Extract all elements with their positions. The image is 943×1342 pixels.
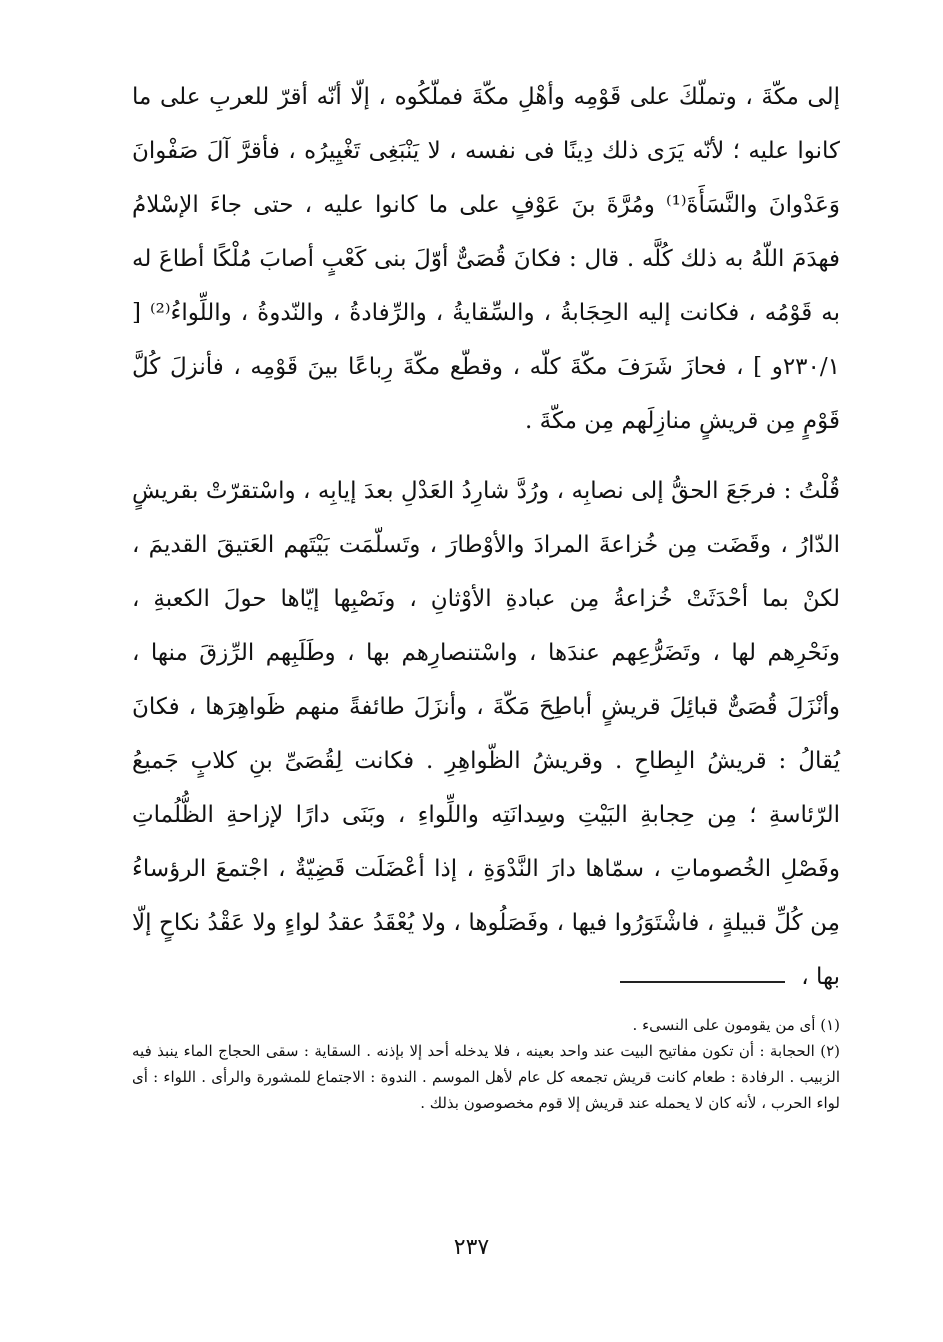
paragraph-2: قُلْتُ : فرجَعَ الحقُّ إلى نصابِه ، ورُدَّ شارِدُ العَدْلِ بعدَ إيابِه ، واسْتقرّتْ بقريشٍ الدّارُ ، وقَضَت مِن خُزاعةَ المرادَ والأوْطارَ ، وتَسلّمَت بَيْتَهم العَتيقَ القديمَ ، لكنْ بما أحْدَثَتْ خُزاعةُ مِن عبادةِ الأوْثانِ ، ونَصْبِها إيّاها حولَ الكعبةِ ، ونَحْرِهم لها ، وتَضَرُّعِهم عندَها ، واسْتنصارِهم بها ، وطَلَبِهم الرِّزقَ منها ، وأنْزَلَ قُصَىٌّ قبائِلَ قريشٍ أباطِحَ مَكّةَ ، وأنزَلَ طائفةً منهم ظَواهِرَها ، فكانَ يُقالُ : قريشُ البِطاحِ . وقريشُ الظّواهِرِ . فكانت لِقُصَىِّ بنِ كلابٍ جَميعُ الرّئاسةِ ؛ مِن حِجابةِ البَيْتِ وسِدانَتِه واللِّواءِ ، وبَنَى دارًا لإزاحةِ الظُّلُماتِ وفَصْلِ الخُصوماتِ ، سمّاها دارَ النَّدْوَةِ ، إذا أعْضَلَت قَضِيّةٌ ، اجْتمعَ الرؤساءُ مِن كُلِّ قبيلةٍ ، فاشْتَوَرُوا فيها ، وفَصَلُوها ، ولا يُعْقَدُ عقدُ لواءٍ ولا عَقْدُ نكاحٍ إلّا بها ، xyxy=(132,478,840,990)
footnotes xyxy=(132,1012,840,1116)
footnote-2: (٢) الحجابة : أن تكون مفاتيح البيت عند واحد بعينه ، فلا يدخله أحد إلا بإذنه . السقاية : سقى الحجاج الماء ينبذ فيه الزبيب . الرفادة : طعام كانت قريش تجمعه كل عام لأهل الموسم . الندوة : الاجتماع للمشورة والرأى . اللواء : أى لواء الحرب ، لأنه كان لا يحمله عند قريش إلا قوم مخصوصون بذلك . xyxy=(132,1042,840,1112)
footnote-1: (١) أى من يقومون على النسىء . xyxy=(632,1016,840,1034)
footnote-separator xyxy=(620,981,785,983)
page-number: ٢٣٧ xyxy=(453,1235,490,1260)
main-text xyxy=(132,70,840,1004)
paragraph-1: إلى مكّةَ ، وتملّكَ على قَوْمِه وأهْلِ مكّةَ فملّكُوه ، إلّا أنّه أقرّ للعربِ على ما كانوا عليه ؛ لأنّه يَرَى ذلك دِينًا فى نفسه ، لا يَنْبَغِى تَغْيِيرُه ، فأقرَّ آلَ صَفْوانَ وَعَدْوانَ والنَّسَأَةَ⁽¹⁾ ومُرَّةَ بنَ عَوْفٍ على ما كانوا عليه ، حتى جاءَ الإسْلامُ فهدَمَ اللّهُ به ذلك كُلَّه . قال : فكانَ قُصَىٌّ أوّلَ بنى كَعْبٍ أصابَ مُلْكًا أطاعَ له به قَوْمُه ، فكانت إليه الحِجَابةُ ، والسِّقايةُ ، والرِّفادةُ ، والنّدوةُ ، واللِّواءُ⁽²⁾ [ ٢٣٠/١و ] ، فحازَ شَرَفَ مكّةَ كلّه ، وقطّع مكّةَ رِباعًا بينَ قَوْمِه ، فأنزلَ كُلَّ قَوْمٍ مِن قريشٍ منازِلَهم مِن مكّةَ . xyxy=(132,84,841,434)
